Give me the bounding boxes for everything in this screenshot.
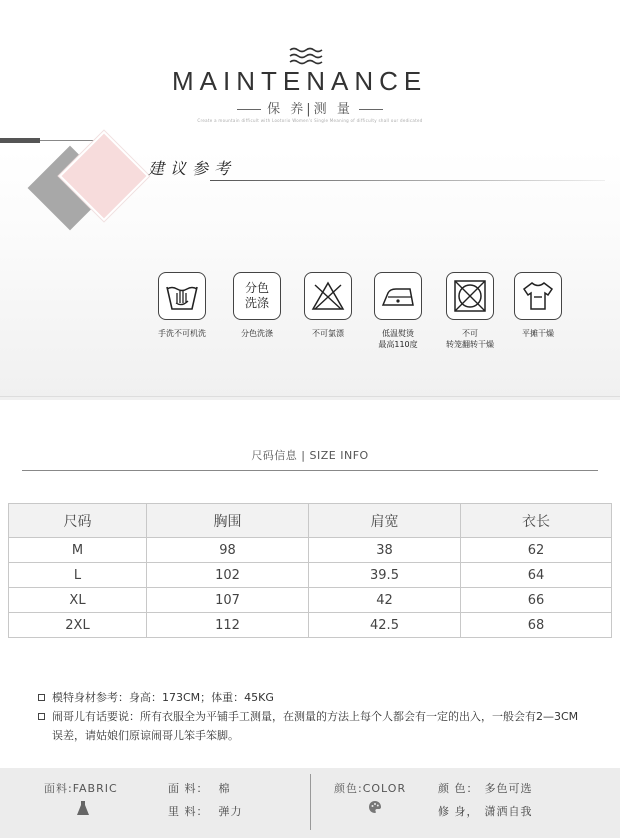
table-row	[9, 563, 612, 588]
fabric-label: 面料:FABRIC	[44, 782, 118, 795]
note-measure: 闹哥儿有话要说：所有衣服全为平铺手工测量，在测量的方法上每个人都会有一定的出入，一般会有2—3CM	[38, 707, 578, 726]
waves-icon	[286, 46, 326, 68]
table-cell: M	[9, 538, 147, 563]
dress-icon	[76, 800, 90, 816]
hand-wash-icon	[164, 279, 200, 313]
care-caption: 手洗不可机洗	[158, 329, 206, 338]
color-label: 颜色:COLOR	[334, 782, 407, 795]
suggestion-rule	[210, 180, 605, 181]
table-cell: 98	[147, 538, 309, 563]
notes	[38, 688, 578, 745]
brand-title: MAINTENANCE	[172, 66, 428, 96]
care-caption: 分色洗涤	[241, 329, 273, 338]
care-caption: 平摊干燥	[522, 329, 554, 338]
care-separate-wash	[227, 272, 287, 339]
care-low-iron	[368, 272, 428, 350]
no-tumble-dry-icon	[452, 278, 488, 314]
care-caption: 低温熨烫 最高110度	[378, 329, 418, 349]
low-iron-icon	[380, 281, 416, 311]
fit-key: 修 身， 潇洒自我	[438, 805, 533, 818]
size-info-heading: 尺码信息 | SIZE INFO	[251, 449, 369, 462]
care-hand-wash	[152, 272, 212, 339]
tiny-caption: Create a mountain difficult with Lootorio Women's Single Meaning of difficulty shall our dedicated	[197, 118, 423, 123]
table-cell: 112	[147, 613, 309, 638]
suggestion-title: 建议参考	[148, 161, 237, 178]
table-cell: 64	[461, 563, 612, 588]
table-cell: 42	[309, 588, 461, 613]
table-cell: XL	[9, 588, 147, 613]
col-header: 尺码	[9, 504, 147, 538]
care-no-bleach	[298, 272, 358, 339]
color-key: 颜 色： 多色可选	[438, 782, 533, 795]
accent-bar	[0, 138, 40, 143]
table-cell: 42.5	[309, 613, 461, 638]
care-caption: 不可 转笼翻转干燥	[446, 329, 494, 349]
table-cell: 62	[461, 538, 612, 563]
table-header-row	[9, 504, 612, 538]
size-table	[8, 503, 612, 638]
size-info-rule	[22, 470, 598, 471]
table-cell: 2XL	[9, 613, 147, 638]
fabric-key: 面 料： 棉	[168, 782, 231, 795]
table-cell: 102	[147, 563, 309, 588]
care-dry-flat	[508, 272, 568, 339]
no-bleach-icon	[310, 279, 346, 313]
table-row	[9, 588, 612, 613]
separate-wash-icon: 分色 洗涤	[233, 272, 281, 320]
table-cell: 38	[309, 538, 461, 563]
table-cell: 68	[461, 613, 612, 638]
table-cell: 39.5	[309, 563, 461, 588]
section-divider	[0, 396, 620, 397]
note-model: 模特身材参考：身高：173CM；体重：45KG	[38, 688, 578, 707]
table-row	[9, 613, 612, 638]
table-cell: 66	[461, 588, 612, 613]
table-row	[9, 538, 612, 563]
col-header: 肩宽	[309, 504, 461, 538]
col-header: 衣长	[461, 504, 612, 538]
dry-flat-icon	[520, 279, 556, 313]
fabric-divider	[310, 774, 311, 830]
table-cell: L	[9, 563, 147, 588]
care-caption: 不可氯漂	[312, 329, 344, 338]
col-header: 胸围	[147, 504, 309, 538]
palette-icon	[368, 800, 382, 814]
note-measure-cont: 误差，请姑娘们原谅闹哥儿笨手笨脚。	[52, 729, 239, 742]
brand-subtitle: 保 养|测 量	[0, 98, 620, 117]
table-cell: 107	[147, 588, 309, 613]
lining-key: 里 料： 弹力	[168, 805, 243, 818]
care-no-tumble-dry	[440, 272, 500, 350]
